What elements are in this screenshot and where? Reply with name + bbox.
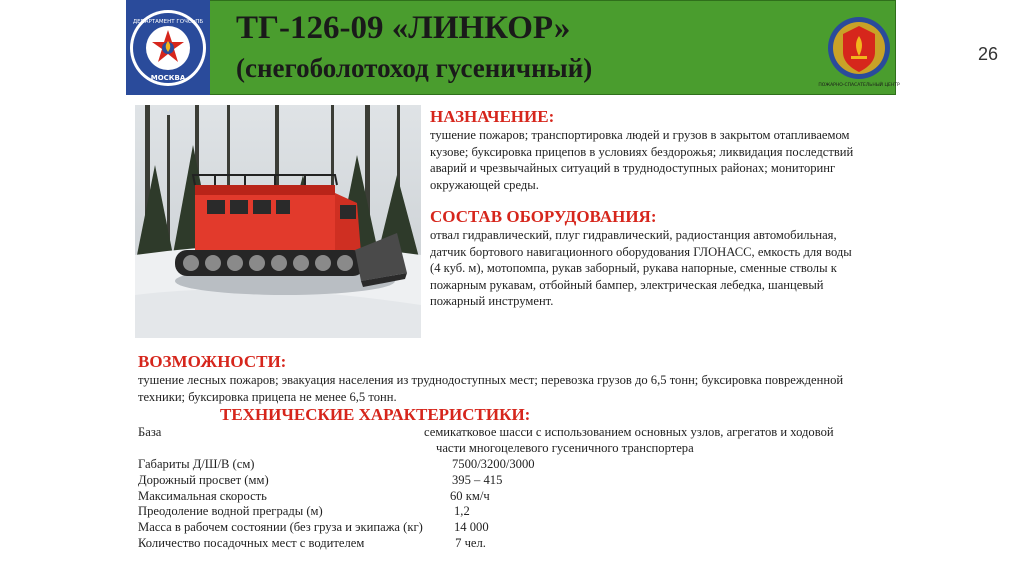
spec-value: 395 – 415	[452, 472, 503, 487]
spec-value: 60 км/ч	[450, 488, 490, 503]
capabilities-line: техники; буксировка прицепа не менее 6,5 тонн.	[138, 389, 397, 404]
spec-row	[138, 536, 898, 552]
equipment-line: датчик бортового навигационного оборудования ГЛОНАСС, емкость для воды	[430, 244, 852, 259]
spec-row	[138, 473, 898, 489]
tech-specs-table	[138, 425, 898, 552]
purpose-heading: НАЗНАЧЕНИЕ:	[430, 107, 555, 126]
equipment-line: (4 куб. м), мотопомпа, рукав заборный, рукава напорные, сменные стволы к	[430, 261, 837, 275]
spec-row	[138, 457, 898, 473]
rescue-center-emblem	[818, 0, 900, 95]
equipment-heading: СОСТАВ ОБОРУДОВАНИЯ:	[430, 207, 657, 226]
title-line-2: (снегоболотоход гусеничный)	[236, 53, 593, 83]
spec-name: Преодоление водной преграды (м)	[138, 504, 323, 519]
equipment-line: отвал гидравлический, плуг гидравлический, радиостанция автомобильная,	[430, 228, 837, 242]
spec-row	[138, 520, 898, 536]
emblem-right-text: ПОЖАРНО-СПАСАТЕЛЬНЫЙ ЦЕНТР	[818, 82, 900, 88]
capabilities-line: тушение лесных пожаров; эвакуация населения из труднодоступных мест; перевозка грузов до 6,5 тонн; буксировка поврежденной	[138, 373, 844, 387]
spec-value-line: семикатковое шасси с использованием основных узлов, агрегатов и ходовой	[424, 425, 834, 439]
purpose-section	[430, 107, 890, 193]
capabilities-heading: ВОЗМОЖНОСТИ:	[138, 352, 287, 371]
purpose-line: кузове; буксировка прицепов в условиях бездорожья; ликвидация последствий	[430, 144, 854, 159]
purpose-line: окружающей среды.	[430, 177, 539, 192]
equipment-line: пожарным рукавам, отбойный бампер, электрическая лебедка, шанцевый	[430, 277, 824, 292]
equipment-line: пожарный инструмент.	[430, 294, 554, 308]
spec-row-base	[138, 425, 898, 457]
red-tracked-snow-swamp-vehicle-photo	[135, 105, 421, 338]
fire-rescue-center-emblem-icon	[818, 6, 900, 90]
emblem-text-bottom: МОСКВА	[150, 73, 186, 82]
tech-heading: ТЕХНИЧЕСКИЕ ХАРАКТЕРИСТИКИ:	[220, 405, 531, 424]
spec-value-line: части многоцелевого гусеничного транспортера	[436, 440, 694, 455]
purpose-line: тушение пожаров; транспортировка людей и грузов в закрытом отапливаемом	[430, 128, 850, 142]
title-line-1: ТГ-126-09 «ЛИНКОР»	[236, 10, 571, 46]
spec-name: Дорожный просвет (мм)	[138, 472, 269, 487]
spec-value: 1,2	[454, 504, 470, 519]
capabilities-section	[138, 352, 878, 405]
emblem-text-top: ДЕПАРТАМЕНТ ГОЧСиПБ	[132, 18, 204, 25]
equipment-section	[430, 207, 890, 310]
fire-department-moscow-emblem-icon	[128, 8, 208, 88]
spec-value: 14 000	[454, 520, 489, 535]
spec-row	[138, 504, 898, 520]
spec-value: 7500/3200/3000	[452, 457, 535, 471]
purpose-line: аварий и чрезвычайных ситуаций в труднодоступных районах; мониторинг	[430, 161, 836, 175]
spec-value	[424, 425, 864, 457]
page-number: 26	[978, 44, 999, 64]
spec-name: Габариты Д/Ш/В (см)	[138, 457, 255, 471]
spec-name: Масса в рабочем состоянии (без груза и экипажа (кг)	[138, 520, 423, 535]
department-emblem	[126, 0, 210, 95]
page-title	[236, 8, 796, 88]
spec-name: Максимальная скорость	[138, 488, 267, 503]
spec-name: Количество посадочных мест с водителем	[138, 535, 365, 550]
spec-row	[138, 489, 898, 505]
spec-name: База	[138, 425, 162, 439]
spec-value: 7 чел.	[452, 535, 486, 550]
